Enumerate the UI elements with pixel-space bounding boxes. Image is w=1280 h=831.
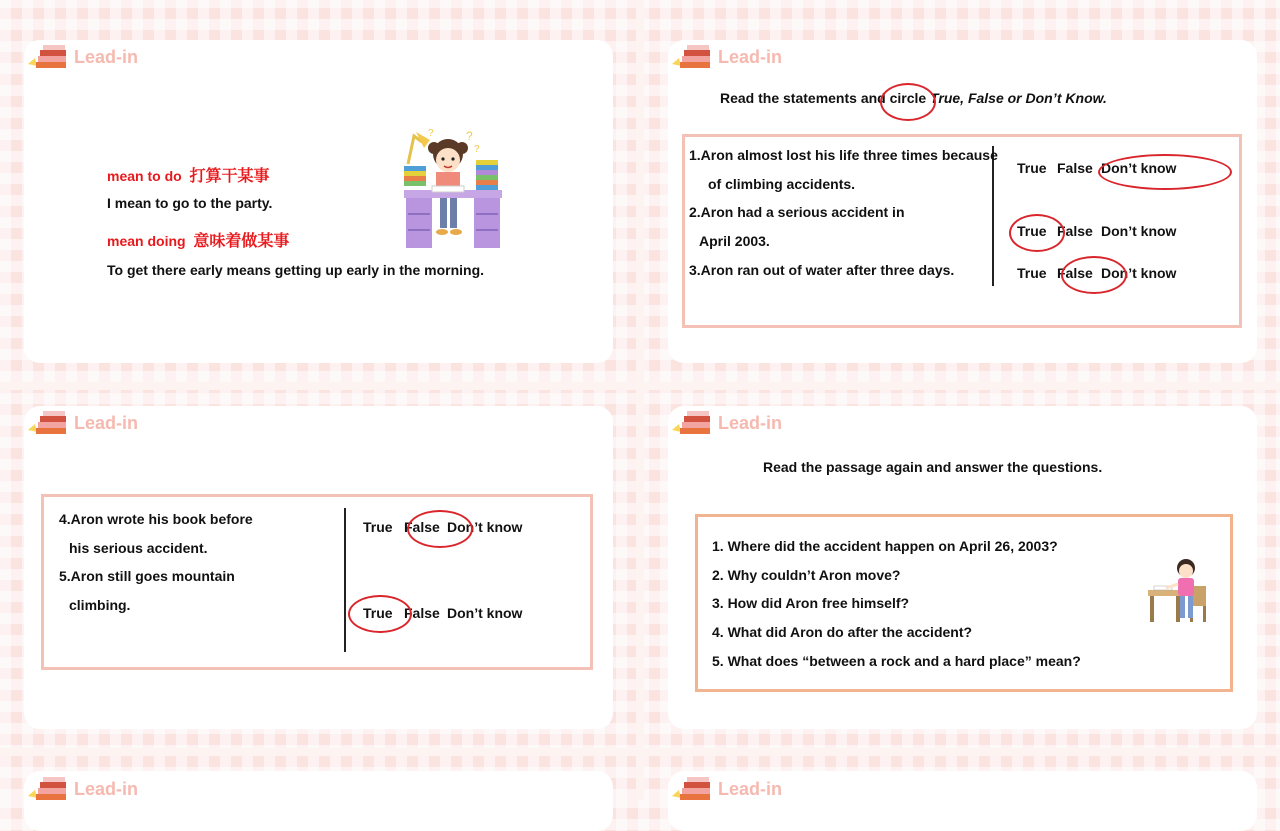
circle-mark (348, 595, 412, 633)
option-true[interactable]: True (1017, 265, 1047, 281)
phrase-mean-to-do: mean to do 打算干某事 (107, 168, 270, 185)
books-icon (670, 410, 714, 436)
books-icon (670, 44, 714, 70)
option-dont-know[interactable]: Don’t know (1101, 265, 1177, 281)
header-title: Lead-in (74, 46, 139, 67)
svg-text:?: ? (466, 129, 473, 143)
option-true[interactable]: True (363, 519, 393, 535)
example-sentence-2: To get there early means getting up early in the morning. (107, 262, 485, 278)
statement-3-line1: 3.Aron ran out of water after three days. (689, 262, 955, 278)
option-dont-know[interactable]: Don’t know (1101, 160, 1177, 176)
slide-thumbnail-6[interactable] (644, 756, 1280, 800)
option-false[interactable]: False (404, 519, 440, 535)
question-4: 4. What did Aron do after the accident? (712, 624, 973, 640)
option-true[interactable]: True (1017, 223, 1047, 239)
books-icon (670, 776, 714, 802)
statement-5-line2: climbing. (69, 597, 131, 613)
circle-mark (1009, 214, 1065, 252)
instruction-text: Read the statements and circle True, False or Don’t Know. (720, 90, 1107, 106)
slide-header (26, 43, 138, 71)
header-title: Lead-in (74, 778, 139, 799)
slide-header (670, 43, 782, 71)
option-false[interactable]: False (1057, 265, 1093, 281)
books-icon (26, 44, 70, 70)
circle-mark (1098, 154, 1232, 190)
slide-thumbnail-5[interactable] (0, 756, 636, 800)
slide-header (670, 775, 782, 803)
girl-studying-illustration (398, 126, 508, 252)
column-divider (344, 508, 346, 652)
option-dont-know[interactable]: Don’t know (447, 605, 523, 621)
option-dont-know[interactable]: Don’t know (447, 519, 523, 535)
slide-header (26, 409, 138, 437)
girl-writing-illustration (1146, 556, 1212, 624)
header-title: Lead-in (74, 412, 139, 433)
question-1: 1. Where did the accident happen on April 26, 2003? (712, 538, 1058, 554)
question-2: 2. Why couldn’t Aron move? (712, 567, 901, 583)
grid-divider-vertical (636, 0, 644, 800)
column-divider (992, 146, 994, 286)
grid-divider-horizontal (0, 382, 1280, 390)
slide-thumbnail-2[interactable] (644, 0, 1280, 382)
circle-mark (1061, 256, 1127, 294)
statement-4-line2: his serious accident. (69, 540, 208, 556)
grid-divider-horizontal (0, 748, 1280, 756)
option-true[interactable]: True (363, 605, 393, 621)
header-title: Lead-in (718, 46, 783, 67)
circle-mark (407, 510, 473, 548)
statement-1-line1: 1.Aron almost lost his life three times because (689, 147, 998, 163)
option-dont-know[interactable]: Don’t know (1101, 223, 1177, 239)
statement-5-line1: 5.Aron still goes mountain (59, 568, 235, 584)
statement-2-line1: 2.Aron had a serious accident in (689, 204, 905, 220)
question-3: 3. How did Aron free himself? (712, 595, 910, 611)
statement-4-line1: 4.Aron wrote his book before (59, 511, 253, 527)
header-title: Lead-in (718, 778, 783, 799)
statement-1-line2: of climbing accidents. (708, 176, 856, 192)
slide-header (670, 409, 782, 437)
slide-thumbnail-1[interactable] (0, 0, 636, 382)
option-true[interactable]: True (1017, 160, 1047, 176)
example-sentence-1: I mean to go to the party. (107, 195, 273, 211)
question-5: 5. What does “between a rock and a hard place” mean? (712, 653, 1081, 669)
circle-mark (880, 83, 936, 121)
phrase-mean-doing: mean doing 意味着做某事 (107, 233, 290, 250)
header-title: Lead-in (718, 412, 783, 433)
books-icon (26, 410, 70, 436)
slide-header (26, 775, 138, 803)
slide-thumbnail-3[interactable] (0, 390, 636, 748)
option-false[interactable]: False (1057, 223, 1093, 239)
option-false[interactable]: False (404, 605, 440, 621)
instruction-text: Read the passage again and answer the questions. (763, 459, 1103, 475)
svg-text:?: ? (474, 144, 480, 155)
slide-thumbnail-4[interactable] (644, 390, 1280, 748)
books-icon (26, 776, 70, 802)
svg-text:?: ? (428, 128, 434, 139)
statement-2-line2: April 2003. (699, 233, 770, 249)
option-false[interactable]: False (1057, 160, 1093, 176)
